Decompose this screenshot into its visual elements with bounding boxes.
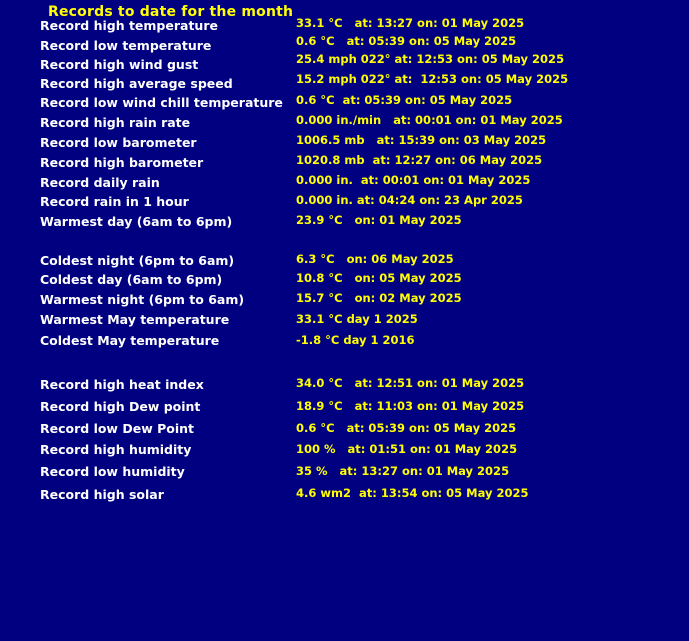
value-record-high-rain-rate: 0.000 in./min at: 00:01 on: 01 May 2025: [296, 113, 563, 127]
value-record-high-wind-gust: 25.4 mph 022° at: 12:53 on: 05 May 2025: [296, 52, 565, 66]
value-record-high-heat-index: 34.0 °C at: 12:51 on: 01 May 2025: [296, 376, 525, 390]
value-warmest-night: 15.7 °C on: 02 May 2025: [296, 291, 462, 305]
label-record-high-wind-gust: Record high wind gust: [40, 57, 199, 72]
label-record-high-temperature: Record high temperature: [40, 18, 218, 33]
label-record-high-dew-point: Record high Dew point: [40, 399, 201, 414]
label-record-low-humidity: Record low humidity: [40, 464, 185, 479]
label-record-high-rain-rate: Record high rain rate: [40, 115, 191, 130]
value-record-daily-rain: 0.000 in. at: 00:01 on: 01 May 2025: [296, 173, 531, 187]
label-record-high-barometer: Record high barometer: [40, 155, 204, 170]
value-record-high-temperature: 33.1 °C at: 13:27 on: 01 May 2025: [296, 16, 525, 30]
value-coldest-month-temperature: -1.8 °C day 1 2016: [296, 333, 415, 347]
label-record-daily-rain: Record daily rain: [40, 175, 160, 190]
label-record-low-temperature: Record low temperature: [40, 38, 212, 53]
value-record-low-humidity: 35 % at: 13:27 on: 01 May 2025: [296, 464, 510, 478]
label-record-low-dew-point: Record low Dew Point: [40, 421, 194, 436]
value-warmest-month-temperature: 33.1 °C day 1 2025: [296, 312, 418, 326]
value-record-low-barometer: 1006.5 mb at: 15:39 on: 03 May 2025: [296, 133, 547, 147]
page-title: Records to date for the month: [48, 4, 294, 20]
value-record-low-temperature: 0.6 °C at: 05:39 on: 05 May 2025: [296, 34, 517, 48]
label-record-high-heat-index: Record high heat index: [40, 377, 204, 392]
value-warmest-day: 23.9 °C on: 01 May 2025: [296, 213, 462, 227]
label-coldest-month-temperature: Coldest May temperature: [40, 333, 220, 348]
label-warmest-night: Warmest night (6pm to 6am): [40, 292, 245, 307]
value-record-high-dew-point: 18.9 °C at: 11:03 on: 01 May 2025: [296, 399, 525, 413]
value-record-high-solar: 4.6 wm2 at: 13:54 on: 05 May 2025: [296, 486, 529, 500]
label-record-high-humidity: Record high humidity: [40, 442, 192, 457]
label-warmest-day: Warmest day (6am to 6pm): [40, 214, 233, 229]
label-record-rain-1-hour: Record rain in 1 hour: [40, 194, 189, 209]
value-record-high-humidity: 100 % at: 01:51 on: 01 May 2025: [296, 442, 518, 456]
value-record-rain-1-hour: 0.000 in. at: 04:24 on: 23 Apr 2025: [296, 193, 523, 207]
value-record-low-dew-point: 0.6 °C at: 05:39 on: 05 May 2025: [296, 421, 517, 435]
label-coldest-day: Coldest day (6am to 6pm): [40, 272, 223, 287]
label-record-low-wind-chill: Record low wind chill temperature: [40, 95, 283, 110]
label-record-low-barometer: Record low barometer: [40, 135, 197, 150]
value-record-high-barometer: 1020.8 mb at: 12:27 on: 06 May 2025: [296, 153, 543, 167]
value-record-low-wind-chill: 0.6 °C at: 05:39 on: 05 May 2025: [296, 93, 513, 107]
value-coldest-night: 6.3 °C on: 06 May 2025: [296, 252, 454, 266]
label-record-high-solar: Record high solar: [40, 487, 164, 502]
value-record-high-average-speed: 15.2 mph 022° at: 12:53 on: 05 May 2025: [296, 72, 569, 86]
value-coldest-day: 10.8 °C on: 05 May 2025: [296, 271, 462, 285]
label-record-high-average-speed: Record high average speed: [40, 76, 233, 91]
label-warmest-month-temperature: Warmest May temperature: [40, 312, 230, 327]
label-coldest-night: Coldest night (6pm to 6am): [40, 253, 235, 268]
